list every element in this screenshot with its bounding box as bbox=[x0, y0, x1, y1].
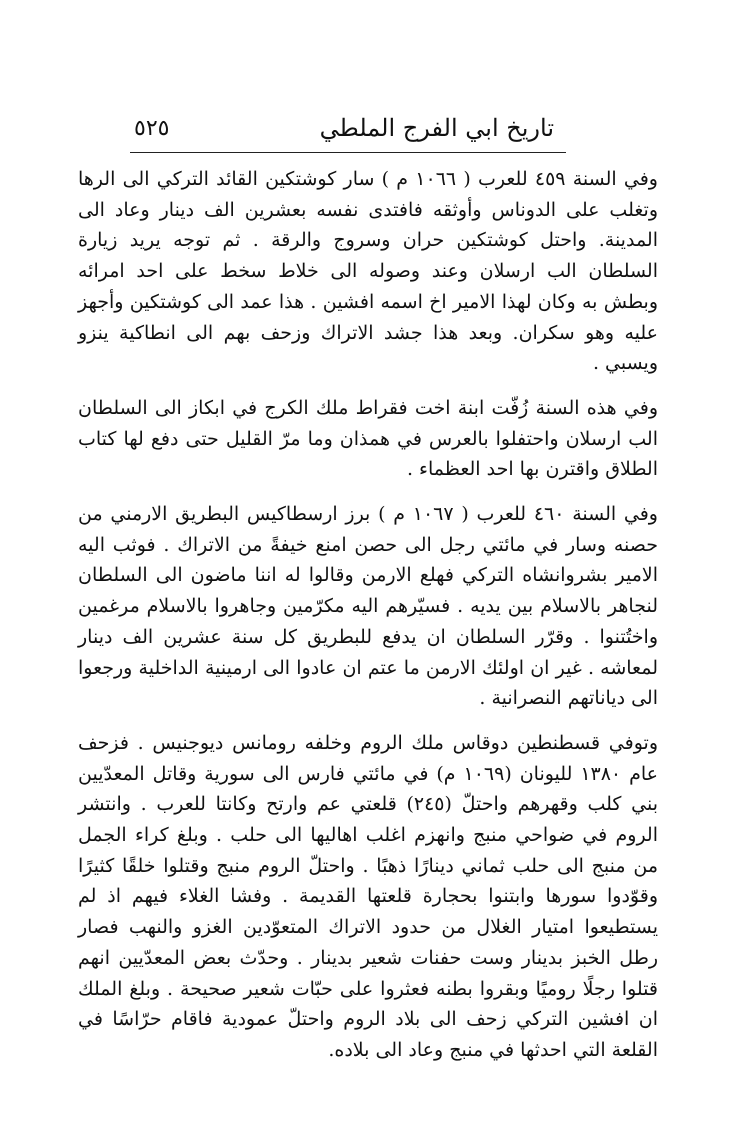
paragraph-1: وفي السنة ٤٥٩ للعرب ( ١٠٦٦ م ) سار كوشتكين القائد التركي الى الرها وتغلب على الدوناس وأوثقه فافتدى نفسه بعشرين الف دينار وعاد الى المدينة. واحتل كوشتكين حران وسروج والرقة . ثم توجه يريد زيارة السلطان الب ارسلان وعند وصوله الى خلاط سخط على احد امرائه وبطش به وكان لهذا الامير اخ اسمه افشين . هذا عمد الى كوشتكين وأجهز عليه وهو سكران. وبعد هذا جشد الاتراك وزحف بهم الى انطاكية ينزو ويسبي . bbox=[78, 168, 658, 375]
page-body bbox=[78, 164, 658, 1080]
paragraph-4: وتوفي قسطنطين دوقاس ملك الروم وخلفه رومانس ديوجنيس . فزحف عام ١٣٨٠ لليونان (١٠٦٩ م) في مائتي فارس الى سورية وقاتل المعدّيين بني كلب وقهرهم واحتلّ (٢٤٥) قلعتي عم وارتح وكانتا للعرب . وانتشر الروم في ضواحي منبج وانهزم اغلب اهاليها الى حلب . وبلغ كراء الجمل من منبج الى حلب ثماني دينارًا ذهبًا . واحتلّ الروم منبج وقتلوا خلقًا كثيرًا وقوّدوا سورها وابتنوا بحجارة قلعتها القديمة . وفشا الغلاء فيهم اذ لم يستطيعوا امتيار الغلال من حدود الاتراك المتعوّدين الغزو والنهب فصار رطل الخبز بدينار وست حفنات شعير بدينار . وحدّث بعض المعدّيين انهم قتلوا رجلًا روميًا وبقروا بطنه فعثروا على حبّات شعير صحيحة . وبلغ الملك ان افشين التركي زحف الى بلاد الروم واحتلّ عمودية فاقام حرّاسًا في القلعة التي احدثها في منبج وعاد الى بلاده. bbox=[78, 731, 658, 1061]
page-number: ٥٢٥ bbox=[134, 116, 170, 141]
page-header bbox=[130, 108, 566, 153]
paragraph-2: وفي هذه السنة زُفّت ابنة اخت فقراط ملك الكرج في ابكاز الى السلطان الب ارسلان واحتفلوا بالعرس في همذان وما مرّ القليل حتى دفع لها كتاب الطلاق واقترن بها احد العظماء . bbox=[78, 396, 658, 481]
paragraph-3: وفي السنة ٤٦٠ للعرب ( ١٠٦٧ م ) برز ارسطاكيس البطريق الارمني من حصنه وسار في مائتي رجل الى حصن امنع خيفةً من الاتراك . فوثب اليه الامير بشروانشاه التركي فهلع الارمن وقالوا له اننا ماضون الى السلطان لنجاهر بالاسلام بين يديه . فسيّرهم اليه مكرّمين وجاهروا بالاسلام مرغمين واختُتنوا . وقرّر السلطان ان يدفع للبطريق كل سنة عشرين الف دينار لمعاشه . غير ان اولئك الارمن ما عتم ان عادوا الى ارمينية الداخلية ورجعوا الى دياناتهم النصرانية . bbox=[78, 503, 658, 710]
running-title: تاريخ ابي الفرج الملطي bbox=[319, 114, 554, 142]
